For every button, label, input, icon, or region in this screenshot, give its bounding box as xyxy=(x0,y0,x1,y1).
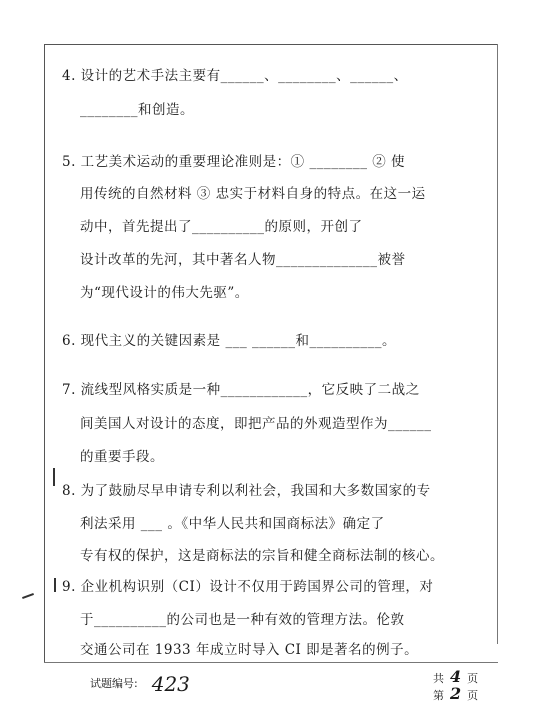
question-5-line-2: 用传统的自然材料 ③ 忠实于材料自身的特点。在这一运 xyxy=(80,186,426,202)
question-7-line-2: 间美国人对设计的态度，即把产品的外观造型作为______ xyxy=(80,416,432,432)
total-label-prefix: 共 xyxy=(433,672,444,685)
exam-code-label: 试题编号: xyxy=(90,677,138,690)
question-8-line-3: 专有权的保护，这是商标法的宗旨和健全商标法制的核心。 xyxy=(80,548,444,564)
exam-code xyxy=(90,672,190,696)
frame-left-line xyxy=(44,44,45,662)
frame-top-line xyxy=(44,44,498,45)
page-label-prefix: 第 xyxy=(433,689,444,702)
page-label-suffix: 页 xyxy=(467,689,479,702)
question-8-line-1: 8. 为了鼓励尽早申请专利以利社会，我国和大多数国家的专 xyxy=(62,483,431,499)
question-9-line-1: 9. 企业机构识别（CI）设计不仅用于跨国界公司的管理，对 xyxy=(62,579,434,595)
scan-mark xyxy=(53,468,55,486)
question-5-line-4: 设计改革的先河，其中著名人物______________被誉 xyxy=(80,252,406,268)
total-pages: 4 xyxy=(450,667,462,686)
question-9-line-2: 于__________的公司也是一种有效的管理方法。伦敦 xyxy=(80,612,405,628)
question-5-line-5: 为“现代设计的伟大先驱”。 xyxy=(80,285,249,301)
question-4-line-2: ________和创造。 xyxy=(80,102,194,118)
scan-mark xyxy=(54,578,56,592)
exam-code-value: 423 xyxy=(151,672,190,696)
question-5-line-3: 动中，首先提出了__________的原则，开创了 xyxy=(80,219,363,235)
page-counter xyxy=(433,669,478,703)
question-8-line-2: 利法采用 ___ 。《中华人民共和国商标法》确定了 xyxy=(80,516,385,532)
question-9-line-3: 交通公司在 1933 年成立时导入 CI 即是著名的例子。 xyxy=(80,642,419,658)
question-7-line-1: 7. 流线型风格实质是一种____________，它反映了二战之 xyxy=(62,382,420,398)
frame-bottom-line xyxy=(44,662,498,663)
question-5-line-1: 5. 工艺美术运动的重要理论准则是：① ________ ② 使 xyxy=(62,154,406,170)
question-6-line-1: 6. 现代主义的关键因素是 ___ ______和__________。 xyxy=(62,333,397,349)
scan-mark xyxy=(22,593,34,599)
total-label-suffix: 页 xyxy=(467,672,479,685)
page-number: 2 xyxy=(450,684,462,703)
question-4-line-1: 4. 设计的艺术手法主要有______、________、______、 xyxy=(62,68,408,84)
frame-right-line xyxy=(497,44,498,644)
question-7-line-3: 的重要手段。 xyxy=(80,449,164,465)
